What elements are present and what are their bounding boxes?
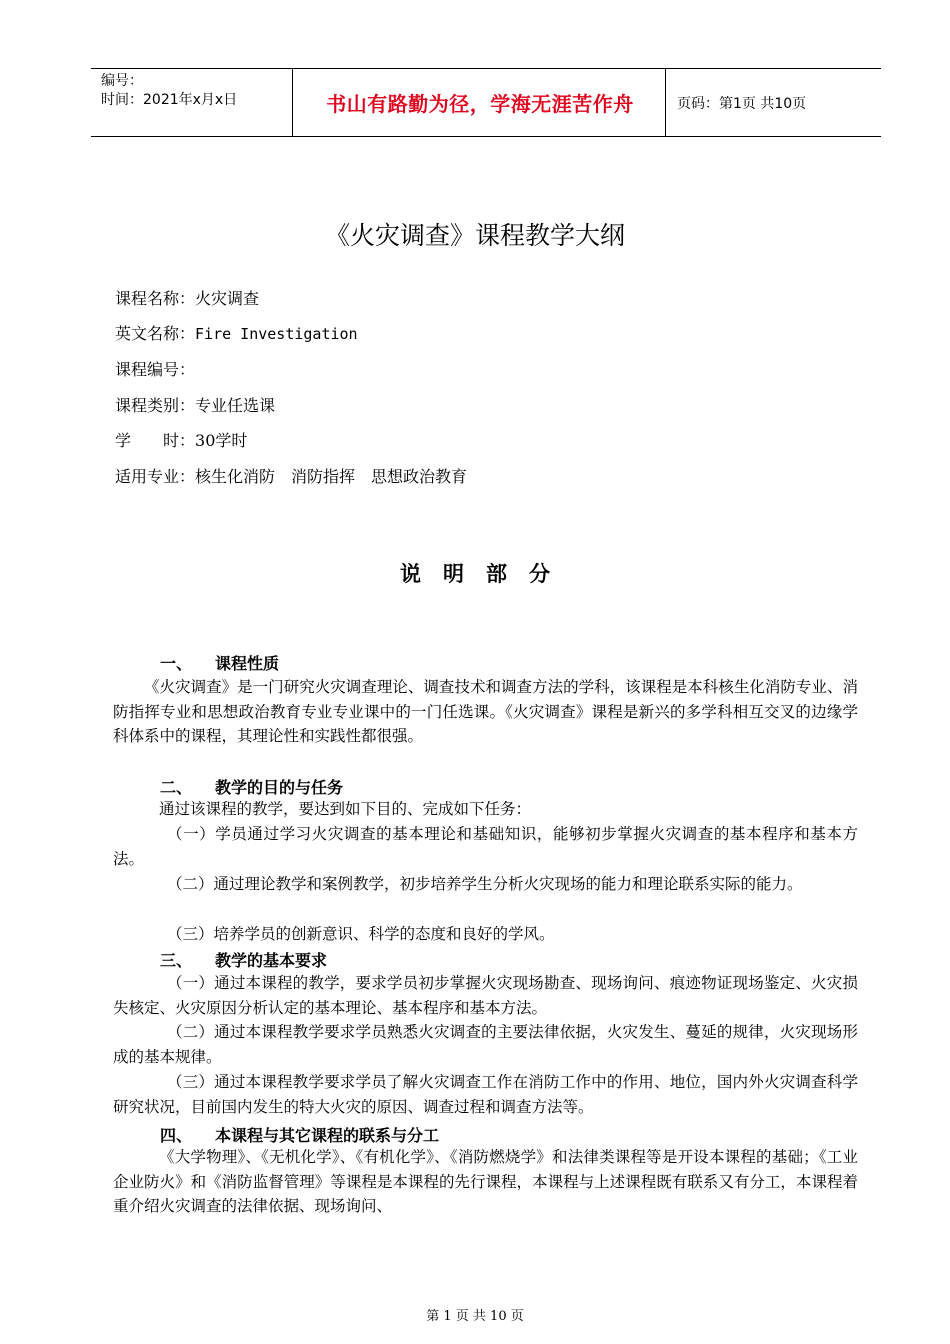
heading-number: 四、 xyxy=(160,1126,193,1145)
header-meta xyxy=(101,72,237,110)
hours-value: 30学时 xyxy=(195,431,248,450)
paragraph-course-nature: 《火灾调查》是一门研究火灾调查理论、调查技术和调查方法的学科，该课程是本科核生化消防专业、消防指挥专业和思想政治教育专业专业课中的一门任选课。《火灾调查》课程是新兴的多学科相互交叉的边缘学科体系中的课程，其理论性和实践性都很强。 xyxy=(113,678,858,745)
section-title: 说明部分 xyxy=(400,562,572,586)
course-hours xyxy=(115,428,247,451)
course-name: 课程名称：火灾调查 xyxy=(115,289,260,308)
heading-text: 课程性质 xyxy=(215,654,280,673)
paragraph-purpose-1: （一）学员通过学习火灾调查的基本理论和基础知识，能够初步掌握火灾调查的基本程序和基本方法。 xyxy=(113,825,858,868)
heading-course-nature xyxy=(160,651,560,673)
heading-relations xyxy=(160,1123,660,1145)
paragraph-requirement-2: （二）通过本课程教学要求学员熟悉火灾调查的主要法律依据，火灾发生、蔓延的规律，火灾现场形成的基本规律。 xyxy=(113,1023,858,1066)
english-name xyxy=(115,321,358,344)
page-footer: 第 1 页 共 10 页 xyxy=(426,1309,524,1324)
paragraph-relations: 《大学物理》、《无机化学》、《有机化学》、《消防燃烧学》和法律类课程等是开设本课程的基础；《工业企业防火》和《消防监督管理》等课程是本课程的先行课程，本课程与上述课程既有联系又有分工，本课程着重介绍火灾调查的法律依据、现场询问、 xyxy=(113,1148,858,1215)
header-motto: 书山有路勤为径，学海无涯苦作舟 xyxy=(326,92,634,116)
paragraph-purpose-2: （二）通过理论教学和案例教学，初步培养学生分析火灾现场的能力和理论联系实际的能力。 xyxy=(167,875,803,893)
header-page-number: 页码：第1页 共10页 xyxy=(677,96,807,112)
course-code: 课程编号： xyxy=(115,360,196,379)
paragraph-requirement-1: （一）通过本课程的教学，要求学员初步掌握火灾现场勘查、现场询问、痕迹物证现场鉴定、火灾损失核定、火灾原因分析认定的基本理论、基本程序和基本方法。 xyxy=(113,974,858,1017)
english-name-label: 英文名称： xyxy=(115,324,196,343)
heading-number: 一、 xyxy=(160,654,193,673)
page-header xyxy=(91,68,881,137)
paragraph-requirement-3: （三）通过本课程教学要求学员了解火灾调查工作在消防工作中的作用、地位，国内外火灾调查科学研究状况，目前国内发生的特大火灾的原因、调查过程和调查方法等。 xyxy=(113,1073,858,1116)
hours-label: 学 时： xyxy=(115,431,196,450)
header-divider xyxy=(292,69,293,136)
course-type: 课程类别：专业任选课 xyxy=(115,396,276,415)
heading-text: 本课程与其它课程的联系与分工 xyxy=(215,1126,440,1145)
heading-text: 教学的目的与任务 xyxy=(215,778,344,797)
header-number: 编号： xyxy=(101,73,143,89)
heading-number: 三、 xyxy=(160,951,193,970)
applicable-majors: 适用专业：核生化消防 消防指挥 思想政治教育 xyxy=(115,467,468,486)
heading-text: 教学的基本要求 xyxy=(215,951,328,970)
heading-number: 二、 xyxy=(160,778,193,797)
english-name-value: Fire Investigation xyxy=(195,325,358,343)
header-time: 时间：2021年x月x日 xyxy=(101,92,238,108)
paragraph-purpose-3: （三）培养学员的创新意识、科学的态度和良好的学风。 xyxy=(167,925,555,943)
heading-purpose xyxy=(160,775,560,797)
paragraph-purpose-intro: 通过该课程的教学，要达到如下目的、完成如下任务： xyxy=(159,800,532,818)
document-title: 《火灾调查》课程教学大纲 xyxy=(324,221,625,250)
heading-requirements xyxy=(160,948,560,970)
